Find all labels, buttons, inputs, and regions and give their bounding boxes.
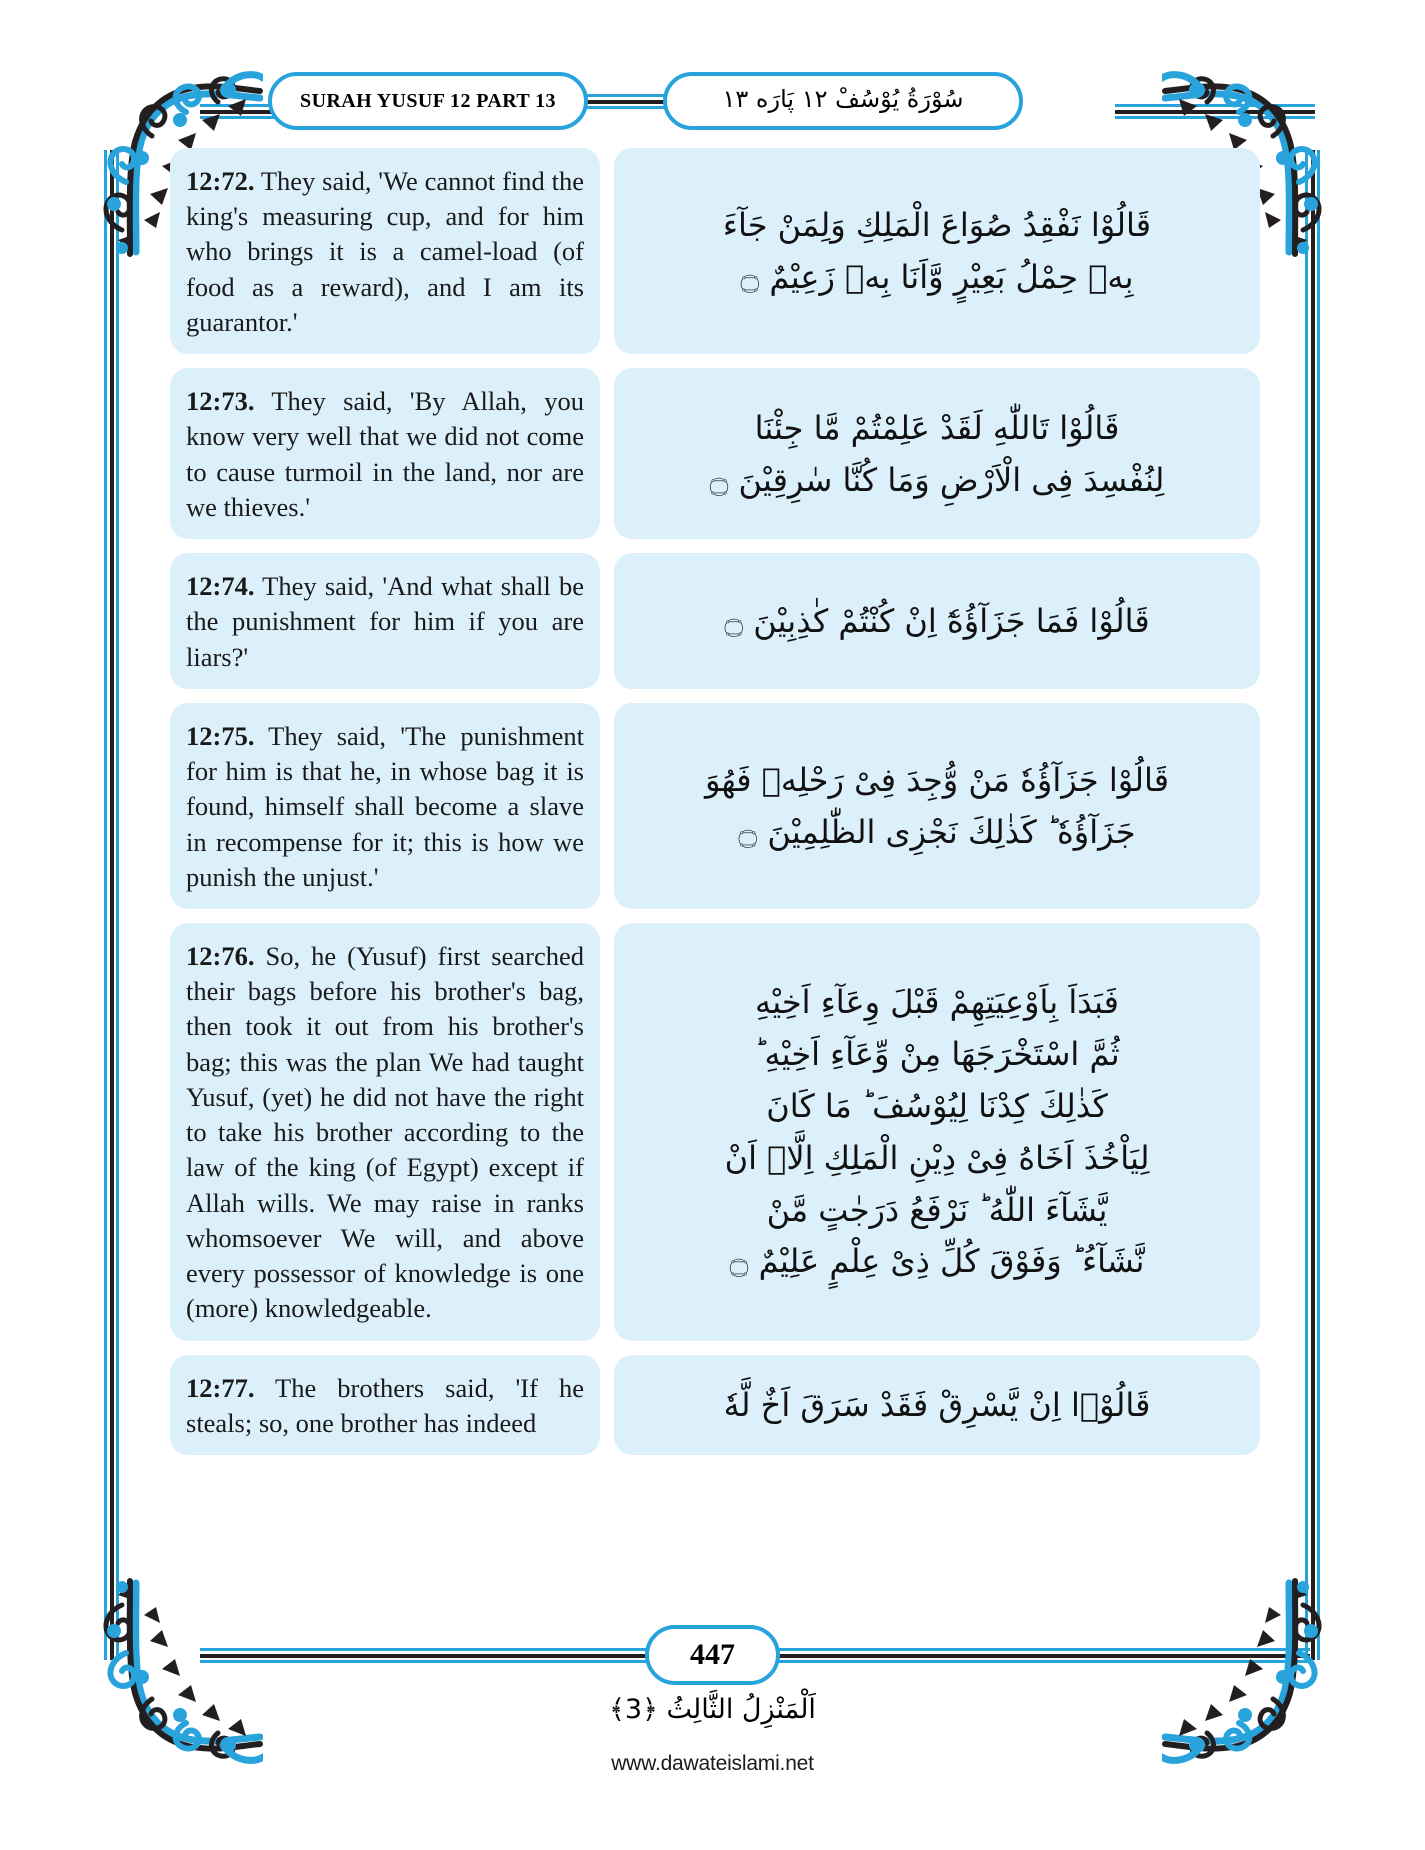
website-url: www.dawateislami.net <box>611 1752 814 1775</box>
verse-english-body: So, he (Yusuf) first searched their bags before his brother's bag, then took it out from his brother's bag; this was the plan We had taught Yusuf, (yet) he did not have the right to take his brother according to the law of the king (of Egypt) except if Allah wills. We may raise in ranks whomsoever We will, and above every possessor of knowledge is one (more) knowledgeable. <box>186 940 584 1324</box>
border-rail-top-right <box>1115 104 1315 118</box>
verse-english-text <box>186 569 584 675</box>
header-urdu-title <box>663 72 1023 130</box>
verse-list <box>170 148 1260 1469</box>
verse-arabic-panel <box>614 368 1260 539</box>
verse-arabic-line: قَالُوْا تَاللّٰهِ لَقَدْ عَلِمْتُمْ مَّا جِئْنَا <box>754 408 1120 447</box>
verse-english-text <box>186 164 584 340</box>
verse-number: 12:77. <box>186 1372 255 1403</box>
verse-english-text <box>186 1371 584 1441</box>
verse-arabic-line: قَالُوْا فَمَا جَزَآؤُهٗٓ اِنْ كُنْتُمْ كٰذِبِيْنَ ۝ <box>724 602 1150 641</box>
verse-arabic-line: فَبَدَاَ بِاَوْعِيَتِهِمْ قَبْلَ وِعَآءِ اَخِيْهِ <box>755 983 1119 1022</box>
page-number-text: 447 <box>690 1638 735 1671</box>
verse-number: 12:76. <box>186 940 255 971</box>
verse-arabic-line: لِيَاْخُذَ اَخَاهُ فِىْ دِيْنِ الْمَلِكِ اِلَّاۤ اَنْ <box>724 1138 1150 1177</box>
verse-arabic-line: قَالُوْۤا اِنْ يَّسْرِقْ فَقَدْ سَرَقَ اَخٌ لَّهٗ <box>723 1385 1151 1424</box>
verse-english-panel <box>170 553 600 689</box>
verse-arabic-line: ثُمَّ اسْتَخْرَجَهَا مِنْ وِّعَآءِ اَخِيْهِ ؕ <box>754 1035 1120 1074</box>
verse-arabic-panel <box>614 703 1260 909</box>
verse-arabic-line: قَالُوْا جَزَآؤُهٗ مَنْ وُّجِدَ فِىْ رَحْلِهٖ فَهُوَ <box>704 761 1170 800</box>
verse-english-panel <box>170 368 600 539</box>
verse-english-body: They said, 'The punishment for him is that he, in whose bag it is found, himself shall become a slave in recompense for it; this is how we punish the unjust.' <box>186 720 584 892</box>
verse-english-panel <box>170 1355 600 1455</box>
verse-english-body: They said, 'And what shall be the punishment for him if you are liars?' <box>186 571 584 672</box>
header-connector-rule <box>580 94 676 108</box>
verse-arabic-line: لِنُفْسِدَ فِى الْاَرْضِ وَمَا كُنَّا سٰرِقِيْنَ ۝ <box>709 460 1165 499</box>
verse-arabic-panel <box>614 148 1260 354</box>
header-english-title <box>268 72 588 130</box>
verse-english-text <box>186 719 584 895</box>
verse-row <box>170 703 1260 909</box>
verse-english-body: The brothers said, 'If he steals; so, one brother has indeed <box>186 1372 584 1438</box>
verse-arabic-line: قَالُوْا نَفْقِدُ صُوَاعَ الْمَلِكِ وَلِمَنْ جَآءَ <box>722 206 1152 245</box>
verse-arabic-panel <box>614 1355 1260 1455</box>
verse-arabic-panel <box>614 553 1260 689</box>
verse-english-panel <box>170 923 600 1341</box>
verse-english-panel <box>170 148 600 354</box>
verse-number: 12:72. <box>186 166 255 196</box>
verse-arabic-panel <box>614 923 1260 1341</box>
verse-english-text <box>186 939 584 1327</box>
verse-english-text <box>186 384 584 525</box>
manzil-label: اَلْمَنْزِلُ الثَّالِثُ ﴿3﴾ <box>609 1694 816 1725</box>
verse-arabic-line: جَزَآؤُهٗ ؕ كَذٰلِكَ نَجْزِى الظّٰلِمِيْنَ ۝ <box>738 812 1136 851</box>
border-rail-right <box>1305 150 1319 1660</box>
verse-english-body: They said, 'We cannot find the king's measuring cup, and for him who brings it is a camel-load (of food as a reward), and I am its guarantor.' <box>186 166 584 337</box>
verse-row <box>170 368 1260 539</box>
verse-english-body: They said, 'By Allah, you know very well that we did not come to cause turmoil in the land, nor are we thieves.' <box>186 386 584 522</box>
page-number-badge <box>645 1625 780 1685</box>
verse-row <box>170 923 1260 1341</box>
header-english-title-text: SURAH YUSUF 12 PART 13 <box>300 89 556 112</box>
verse-arabic-line: كَذٰلِكَ كِدْنَا لِيُوْسُفَ ؕ مَا كَانَ <box>766 1086 1108 1125</box>
verse-english-panel <box>170 703 600 909</box>
verse-arabic-line: يَّشَآءَ اللّٰهُ ؕ نَرْفَعُ دَرَجٰتٍ مَّنْ <box>766 1190 1108 1229</box>
border-rail-left <box>104 150 118 1660</box>
verse-row <box>170 553 1260 689</box>
verse-arabic-line: بِهٖ حِمْلُ بَعِيْرٍ وَّاَنَا بِهٖ زَعِيْمٌ ۝ <box>740 258 1134 297</box>
verse-row <box>170 148 1260 354</box>
verse-number: 12:75. <box>186 720 255 751</box>
verse-row <box>170 1355 1260 1455</box>
verse-number: 12:73. <box>186 386 255 417</box>
verse-arabic-line: نَّشَآءُ ؕ وَفَوْقَ كُلِّ ذِىْ عِلْمٍ عَلِيْمٌ ۝ <box>729 1242 1145 1281</box>
header-urdu-title-text: سُوْرَةُ يُوْسُفْ ١٢ پَارَه ١٣ <box>722 85 964 113</box>
verse-number: 12:74. <box>186 571 255 602</box>
